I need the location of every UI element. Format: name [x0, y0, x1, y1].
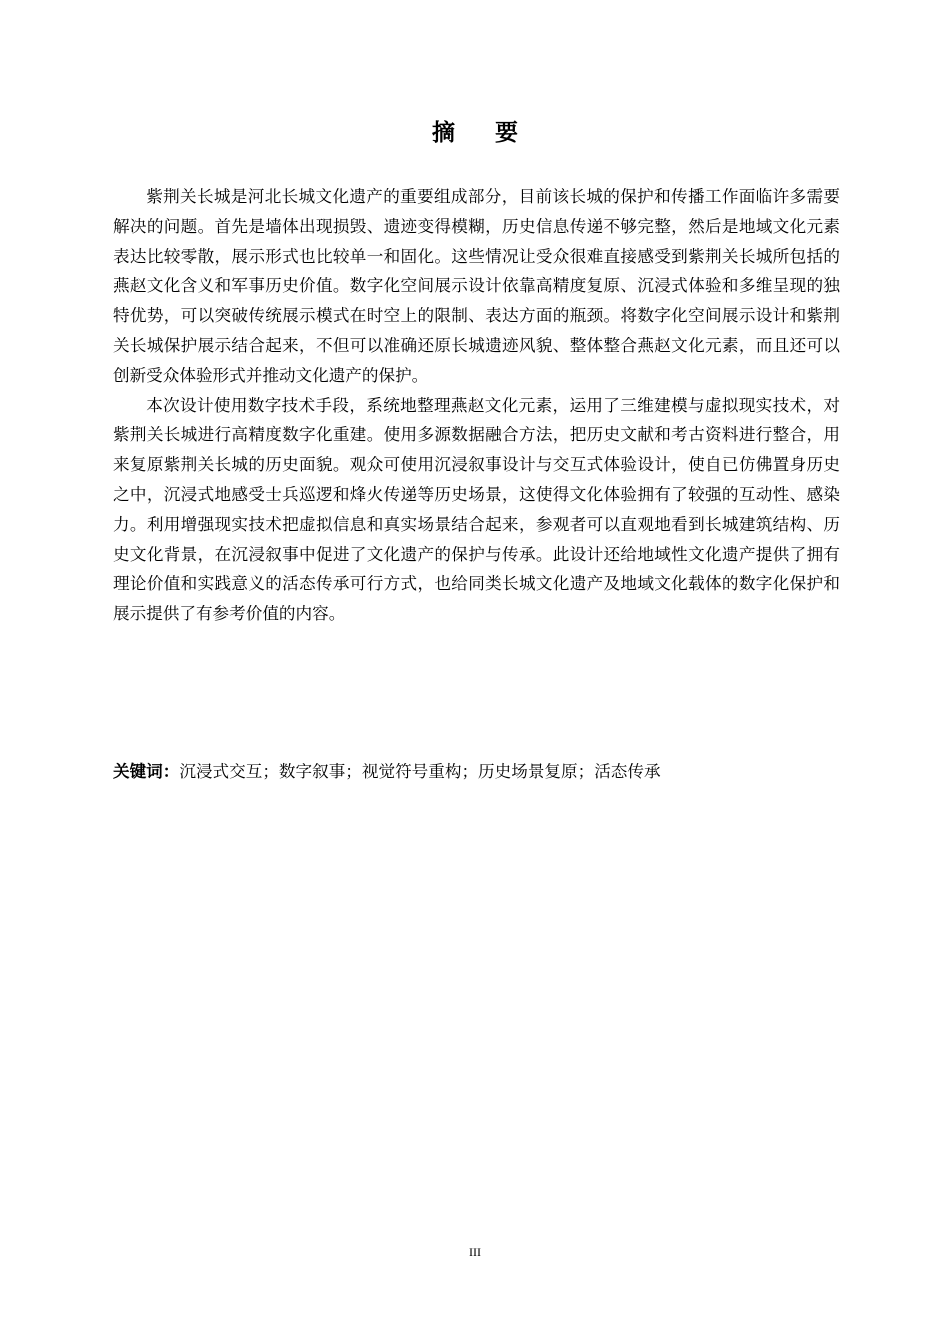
title-char-1: 摘: [432, 120, 455, 146]
keywords-text: 沉浸式交互；数字叙事；视觉符号重构；历史场景复原；活态传承: [179, 762, 661, 781]
abstract-body: [113, 182, 840, 629]
title-char-2: 要: [495, 120, 518, 146]
keywords-line: [113, 757, 840, 787]
keywords-label: 关键词：: [113, 762, 180, 781]
page-number: III: [469, 1245, 481, 1259]
abstract-paragraph-1: 紫荆关长城是河北长城文化遗产的重要组成部分，目前该长城的保护和传播工作面临许多需要解决的问题。首先是墙体出现损毁、遗迹变得模糊，历史信息传递不够完整，然后是地域文化元素表达比较零散，展示形式也比较单一和固化。这些情况让受众很难直接感受到紫荆关长城所包括的燕赵文化含义和军事历史价值。数字化空间展示设计依靠高精度复原、沉浸式体验和多维呈现的独特优势，可以突破传统展示模式在时空上的限制、表达方面的瓶颈。将数字化空间展示设计和紫荆关长城保护展示结合起来，不但可以准确还原长城遗迹风貌、整体整合燕赵文化元素，而且还可以创新受众体验形式并推动文化遗产的保护。: [113, 187, 840, 385]
abstract-paragraph-2: 本次设计使用数字技术手段，系统地整理燕赵文化元素，运用了三维建模与虚拟现实技术，对紫荆关长城进行高精度数字化重建。使用多源数据融合方法，把历史文献和考古资料进行整合，用来复原紫荆关长城的历史面貌。观众可使用沉浸叙事设计与交互式体验设计，使自已仿佛置身历史之中，沉浸式地感受士兵巡逻和烽火传递等历史场景，这使得文化体验拥有了较强的互动性、感染力。利用增强现实技术把虚拟信息和真实场景结合起来，参观者可以直观地看到长城建筑结构、历史文化背景，在沉浸叙事中促进了文化遗产的保护与传承。此设计还给地域性文化遗产提供了拥有理论价值和实践意义的活态传承可行方式，也给同类长城文化遗产及地域文化载体的数字化保护和展示提供了有参考价值的内容。: [113, 395, 840, 624]
page-title: [0, 114, 950, 147]
